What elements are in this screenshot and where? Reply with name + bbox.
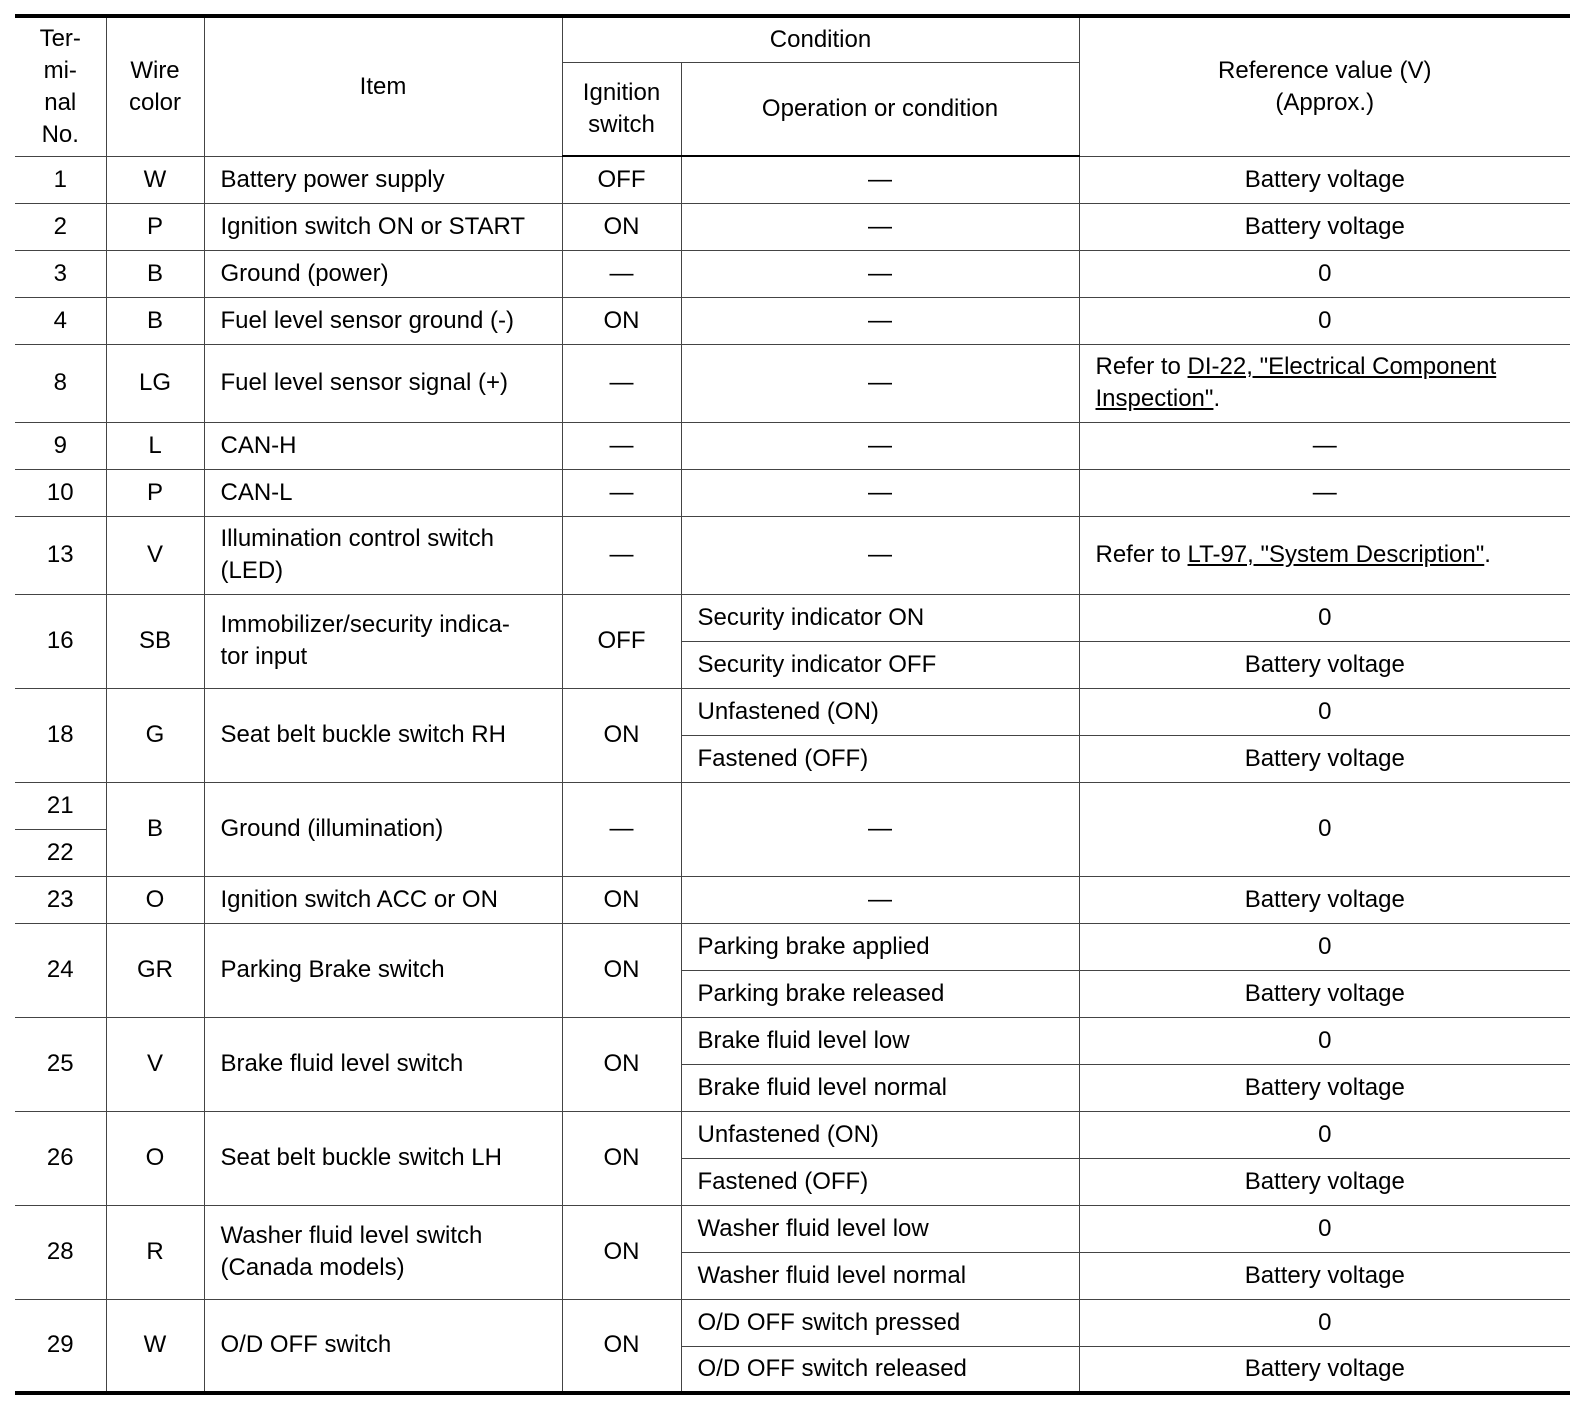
operation-condition: — bbox=[681, 469, 1079, 516]
table-row bbox=[15, 344, 1570, 422]
table-row bbox=[15, 1017, 1570, 1064]
item-description: Illumination control switch (LED) bbox=[204, 516, 562, 594]
reference-value bbox=[1079, 344, 1570, 422]
wire-color: P bbox=[106, 469, 204, 516]
reference-link[interactable]: LT-97, "System Description" bbox=[1187, 541, 1485, 568]
ignition-switch-state: ON bbox=[562, 876, 681, 923]
operation-condition: — bbox=[681, 782, 1079, 876]
header-ignition-switch: Ignition switch bbox=[562, 62, 681, 156]
ignition-switch-state: OFF bbox=[562, 156, 681, 203]
operation-condition: — bbox=[681, 422, 1079, 469]
wire-color: B bbox=[106, 782, 204, 876]
item-description: Fuel level sensor ground (-) bbox=[204, 297, 562, 344]
operation-condition: Security indicator OFF bbox=[681, 641, 1079, 688]
reference-prefix: Refer to bbox=[1095, 353, 1188, 380]
terminal-number: 2 bbox=[15, 203, 106, 250]
wire-color: SB bbox=[106, 594, 204, 688]
ignition-switch-state: ON bbox=[562, 1017, 681, 1111]
item-description: O/D OFF switch bbox=[204, 1299, 562, 1393]
reference-value: 0 bbox=[1079, 1205, 1570, 1252]
wire-color: V bbox=[106, 1017, 204, 1111]
reference-value: 0 bbox=[1079, 1111, 1570, 1158]
terminal-number: 16 bbox=[15, 594, 106, 688]
reference-value bbox=[1079, 516, 1570, 594]
operation-condition: O/D OFF switch pressed bbox=[681, 1299, 1079, 1346]
item-description: Brake fluid level switch bbox=[204, 1017, 562, 1111]
reference-value: Battery voltage bbox=[1079, 1346, 1570, 1393]
table-row bbox=[15, 516, 1570, 594]
item-description: Immobilizer/security indica- tor input bbox=[204, 594, 562, 688]
terminal-number: 25 bbox=[15, 1017, 106, 1111]
terminal-number: 24 bbox=[15, 923, 106, 1017]
table-row bbox=[15, 250, 1570, 297]
operation-condition: Parking brake applied bbox=[681, 923, 1079, 970]
ignition-switch-state: ON bbox=[562, 923, 681, 1017]
reference-value: — bbox=[1079, 422, 1570, 469]
reference-value: 0 bbox=[1079, 250, 1570, 297]
item-description: Ground (illumination) bbox=[204, 782, 562, 876]
operation-condition: Washer fluid level low bbox=[681, 1205, 1079, 1252]
ignition-switch-state: ON bbox=[562, 688, 681, 782]
operation-condition: — bbox=[681, 203, 1079, 250]
reference-suffix: . bbox=[1213, 385, 1221, 412]
wire-color: L bbox=[106, 422, 204, 469]
reference-value: Battery voltage bbox=[1079, 1252, 1570, 1299]
table-row bbox=[15, 1205, 1570, 1252]
item-description: Fuel level sensor signal (+) bbox=[204, 344, 562, 422]
terminal-number: 9 bbox=[15, 422, 106, 469]
terminal-number: 21 bbox=[15, 782, 106, 829]
wire-color: LG bbox=[106, 344, 204, 422]
reference-suffix: . bbox=[1484, 541, 1491, 568]
operation-condition: Parking brake released bbox=[681, 970, 1079, 1017]
ignition-switch-state: ON bbox=[562, 297, 681, 344]
table-row bbox=[15, 156, 1570, 203]
table-row bbox=[15, 203, 1570, 250]
operation-condition: — bbox=[681, 297, 1079, 344]
wire-color: O bbox=[106, 1111, 204, 1205]
wire-color: W bbox=[106, 1299, 204, 1393]
terminal-number: 3 bbox=[15, 250, 106, 297]
ignition-switch-state: OFF bbox=[562, 594, 681, 688]
item-description: Parking Brake switch bbox=[204, 923, 562, 1017]
operation-condition: O/D OFF switch released bbox=[681, 1346, 1079, 1393]
operation-condition: Washer fluid level normal bbox=[681, 1252, 1079, 1299]
wire-color: R bbox=[106, 1205, 204, 1299]
reference-prefix: Refer to bbox=[1095, 541, 1188, 568]
item-description: Ignition switch ACC or ON bbox=[204, 876, 562, 923]
terminal-number: 1 bbox=[15, 156, 106, 203]
reference-value: 0 bbox=[1079, 782, 1570, 876]
terminal-number: 22 bbox=[15, 829, 106, 876]
operation-condition: — bbox=[681, 344, 1079, 422]
terminal-number: 13 bbox=[15, 516, 106, 594]
wire-color: W bbox=[106, 156, 204, 203]
wire-color: B bbox=[106, 250, 204, 297]
operation-condition: — bbox=[681, 876, 1079, 923]
item-description: Battery power supply bbox=[204, 156, 562, 203]
ignition-switch-state: ON bbox=[562, 203, 681, 250]
operation-condition: Fastened (OFF) bbox=[681, 1158, 1079, 1205]
reference-link[interactable]: DI-22, "Electrical Component Inspection" bbox=[1095, 353, 1497, 412]
table-row bbox=[15, 688, 1570, 735]
operation-condition: Fastened (OFF) bbox=[681, 735, 1079, 782]
reference-value: — bbox=[1079, 469, 1570, 516]
table-row bbox=[15, 782, 1570, 829]
item-description: Seat belt buckle switch RH bbox=[204, 688, 562, 782]
wire-color: P bbox=[106, 203, 204, 250]
table-row bbox=[15, 923, 1570, 970]
terminal-number: 8 bbox=[15, 344, 106, 422]
ignition-switch-state: — bbox=[562, 344, 681, 422]
item-description: Ignition switch ON or START bbox=[204, 203, 562, 250]
operation-condition: Brake fluid level normal bbox=[681, 1064, 1079, 1111]
table-row bbox=[15, 1299, 1570, 1346]
table-row bbox=[15, 297, 1570, 344]
item-description: Washer fluid level switch (Canada models) bbox=[204, 1205, 562, 1299]
reference-value: 0 bbox=[1079, 1017, 1570, 1064]
wire-color: GR bbox=[106, 923, 204, 1017]
ignition-switch-state: — bbox=[562, 469, 681, 516]
wire-color: V bbox=[106, 516, 204, 594]
reference-value: Battery voltage bbox=[1079, 735, 1570, 782]
table-row bbox=[15, 422, 1570, 469]
reference-value: Battery voltage bbox=[1079, 876, 1570, 923]
header-reference-value: Reference value (V) (Approx.) bbox=[1079, 16, 1570, 156]
operation-condition: — bbox=[681, 250, 1079, 297]
ignition-switch-state: — bbox=[562, 516, 681, 594]
reference-value: 0 bbox=[1079, 594, 1570, 641]
reference-value: Battery voltage bbox=[1079, 203, 1570, 250]
table-body bbox=[15, 156, 1570, 1393]
terminal-number: 26 bbox=[15, 1111, 106, 1205]
reference-value: Battery voltage bbox=[1079, 1064, 1570, 1111]
header-condition: Condition bbox=[562, 16, 1079, 62]
reference-value: 0 bbox=[1079, 923, 1570, 970]
ignition-switch-state: — bbox=[562, 250, 681, 297]
header-terminal-no: Ter- mi- nal No. bbox=[15, 16, 106, 156]
ignition-switch-state: ON bbox=[562, 1205, 681, 1299]
ignition-switch-state: — bbox=[562, 782, 681, 876]
wire-color: G bbox=[106, 688, 204, 782]
item-description: CAN-H bbox=[204, 422, 562, 469]
operation-condition: Unfastened (ON) bbox=[681, 688, 1079, 735]
terminal-number: 28 bbox=[15, 1205, 106, 1299]
reference-value: 0 bbox=[1079, 1299, 1570, 1346]
item-description: Seat belt buckle switch LH bbox=[204, 1111, 562, 1205]
terminal-reference-table bbox=[15, 14, 1570, 1395]
table-row bbox=[15, 594, 1570, 641]
wire-color: B bbox=[106, 297, 204, 344]
operation-condition: — bbox=[681, 156, 1079, 203]
item-description: Ground (power) bbox=[204, 250, 562, 297]
terminal-number: 18 bbox=[15, 688, 106, 782]
wire-color: O bbox=[106, 876, 204, 923]
operation-condition: — bbox=[681, 516, 1079, 594]
operation-condition: Brake fluid level low bbox=[681, 1017, 1079, 1064]
ignition-switch-state: ON bbox=[562, 1299, 681, 1393]
ignition-switch-state: — bbox=[562, 422, 681, 469]
table-row bbox=[15, 1111, 1570, 1158]
operation-condition: Security indicator ON bbox=[681, 594, 1079, 641]
table-row bbox=[15, 469, 1570, 516]
table-row bbox=[15, 876, 1570, 923]
reference-value: Battery voltage bbox=[1079, 970, 1570, 1017]
item-description: CAN-L bbox=[204, 469, 562, 516]
terminal-number: 10 bbox=[15, 469, 106, 516]
operation-condition: Unfastened (ON) bbox=[681, 1111, 1079, 1158]
terminal-number: 23 bbox=[15, 876, 106, 923]
reference-value: Battery voltage bbox=[1079, 1158, 1570, 1205]
reference-value: 0 bbox=[1079, 688, 1570, 735]
reference-value: Battery voltage bbox=[1079, 156, 1570, 203]
header-wire-color: Wire color bbox=[106, 16, 204, 156]
terminal-number: 29 bbox=[15, 1299, 106, 1393]
terminal-number: 4 bbox=[15, 297, 106, 344]
reference-value: 0 bbox=[1079, 297, 1570, 344]
header-operation-or-condition: Operation or condition bbox=[681, 62, 1079, 156]
reference-value: Battery voltage bbox=[1079, 641, 1570, 688]
header-item: Item bbox=[204, 16, 562, 156]
ignition-switch-state: ON bbox=[562, 1111, 681, 1205]
